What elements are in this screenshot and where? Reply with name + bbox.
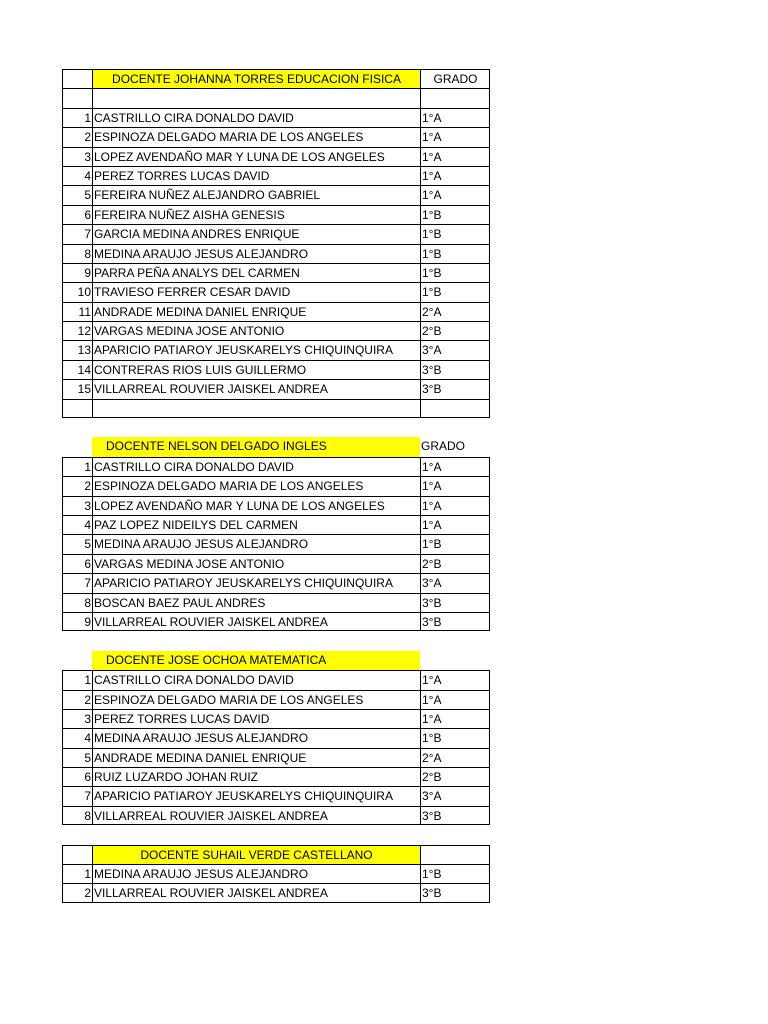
teacher-header[interactable]: DOCENTE JOHANNA TORRES EDUCACION FISICA <box>92 69 420 88</box>
table-row <box>62 573 490 592</box>
student-name[interactable]: ESPINOZA DELGADO MARIA DE LOS ANGELES <box>92 690 420 709</box>
row-number[interactable]: 5 <box>62 748 92 767</box>
row-number[interactable]: 7 <box>62 786 92 805</box>
row-number[interactable]: 4 <box>62 166 92 185</box>
student-name[interactable]: VILLARREAL ROUVIER JAISKEL ANDREA <box>92 612 420 631</box>
student-name[interactable]: CASTRILLO CIRA DONALDO DAVID <box>92 108 420 127</box>
row-number[interactable]: 6 <box>62 205 92 224</box>
student-grade[interactable]: 3°B <box>420 593 490 612</box>
blank-row <box>62 88 490 107</box>
table-row <box>62 224 490 243</box>
table-row <box>62 748 490 767</box>
row-number[interactable]: 13 <box>62 340 92 359</box>
grade-header[interactable]: GRADO <box>421 439 466 454</box>
row-number[interactable]: 4 <box>62 728 92 747</box>
grade-header[interactable]: GRADO <box>420 69 490 88</box>
table-row <box>62 302 490 321</box>
teacher-header[interactable]: DOCENTE JOSE OCHOA MATEMATICA <box>92 651 420 670</box>
student-name[interactable]: MEDINA ARAUJO JESUS ALEJANDRO <box>92 728 420 747</box>
student-name[interactable]: VARGAS MEDINA JOSE ANTONIO <box>92 554 420 573</box>
student-name[interactable]: ANDRADE MEDINA DANIEL ENRIQUE <box>92 302 420 321</box>
student-grade[interactable]: 3°A <box>420 786 490 805</box>
table-row <box>62 496 490 515</box>
student-grade[interactable]: 1°A <box>420 108 490 127</box>
student-grade[interactable]: 1°B <box>420 244 490 263</box>
student-name[interactable]: BOSCAN BAEZ PAUL ANDRES <box>92 593 420 612</box>
row-number[interactable]: 7 <box>62 573 92 592</box>
row-number[interactable]: 4 <box>62 515 92 534</box>
row-number[interactable]: 3 <box>62 147 92 166</box>
student-grade[interactable]: 1°A <box>420 185 490 204</box>
row-number[interactable]: 14 <box>62 360 92 379</box>
table-row <box>62 127 490 146</box>
empty-cell[interactable] <box>420 88 490 107</box>
student-grade[interactable]: 1°A <box>420 496 490 515</box>
student-name[interactable]: APARICIO PATIAROY JEUSKARELYS CHIQUINQUIRA <box>92 786 420 805</box>
table-row <box>62 709 490 728</box>
student-name[interactable]: ANDRADE MEDINA DANIEL ENRIQUE <box>92 748 420 767</box>
table-row <box>62 786 490 805</box>
row-number[interactable]: 8 <box>62 244 92 263</box>
row-number[interactable]: 1 <box>62 457 92 476</box>
student-name[interactable]: PARRA PEÑA ANALYS DEL CARMEN <box>92 263 420 282</box>
grade-header[interactable] <box>420 651 490 670</box>
table-row <box>62 321 490 340</box>
student-grade[interactable]: 1°B <box>420 282 490 301</box>
student-name[interactable]: RUIZ LUZARDO JOHAN RUIZ <box>92 767 420 786</box>
student-grade[interactable]: 1°A <box>420 166 490 185</box>
student-grade[interactable]: 1°A <box>420 147 490 166</box>
student-name[interactable]: VILLARREAL ROUVIER JAISKEL ANDREA <box>92 883 420 902</box>
row-number[interactable]: 9 <box>62 263 92 282</box>
student-grade[interactable]: 1°B <box>420 263 490 282</box>
empty-cell[interactable] <box>62 437 92 456</box>
student-name[interactable]: FEREIRA NUÑEZ AISHA GENESIS <box>92 205 420 224</box>
student-grade[interactable]: 1°A <box>420 515 490 534</box>
row-number[interactable]: 8 <box>62 593 92 612</box>
student-grade[interactable]: 1°A <box>420 690 490 709</box>
row-number[interactable]: 12 <box>62 321 92 340</box>
table-row <box>62 108 490 127</box>
student-name[interactable]: VARGAS MEDINA JOSE ANTONIO <box>92 321 420 340</box>
empty-cell[interactable] <box>420 399 490 418</box>
table-row <box>62 515 490 534</box>
student-grade[interactable]: 1°B <box>420 224 490 243</box>
table-row <box>62 554 490 573</box>
table-row <box>62 806 490 825</box>
table-row <box>62 864 490 883</box>
student-grade[interactable]: 3°B <box>420 806 490 825</box>
row-number[interactable]: 1 <box>62 670 92 689</box>
blank-row <box>62 399 490 418</box>
empty-cell[interactable] <box>62 651 92 670</box>
student-grade[interactable]: 2°A <box>420 748 490 767</box>
student-name[interactable]: PEREZ TORRES LUCAS DAVID <box>92 709 420 728</box>
grade-header[interactable] <box>420 845 490 864</box>
section-header-row <box>62 69 490 88</box>
student-grade[interactable]: 1°A <box>420 127 490 146</box>
row-number[interactable]: 9 <box>62 612 92 631</box>
student-name[interactable]: GARCIA MEDINA ANDRES ENRIQUE <box>92 224 420 243</box>
table-row <box>62 883 490 902</box>
row-number[interactable]: 7 <box>62 224 92 243</box>
student-grade[interactable]: 2°B <box>420 554 490 573</box>
student-grade[interactable]: 1°B <box>420 534 490 553</box>
table-row <box>62 670 490 689</box>
section-header-row <box>62 845 490 864</box>
student-grade[interactable]: 3°A <box>420 340 490 359</box>
student-grade[interactable]: 1°A <box>420 476 490 495</box>
student-name[interactable]: PAZ LOPEZ NIDEILYS DEL CARMEN <box>92 515 420 534</box>
table-row <box>62 767 490 786</box>
student-grade[interactable]: 2°A <box>420 302 490 321</box>
student-grade[interactable]: 1°A <box>420 670 490 689</box>
row-number[interactable]: 2 <box>62 476 92 495</box>
section-educacion-fisica <box>62 69 490 418</box>
table-row <box>62 690 490 709</box>
student-name[interactable]: LOPEZ AVENDAÑO MAR Y LUNA DE LOS ANGELES <box>92 147 420 166</box>
student-name[interactable]: CASTRILLO CIRA DONALDO DAVID <box>92 457 420 476</box>
student-name[interactable]: MEDINA ARAUJO JESUS ALEJANDRO <box>92 864 420 883</box>
table-row <box>62 205 490 224</box>
student-name[interactable]: ESPINOZA DELGADO MARIA DE LOS ANGELES <box>92 127 420 146</box>
empty-cell[interactable] <box>92 399 420 418</box>
student-grade[interactable]: 1°B <box>420 728 490 747</box>
student-name[interactable]: PEREZ TORRES LUCAS DAVID <box>92 166 420 185</box>
empty-cell[interactable] <box>62 88 92 107</box>
table-row <box>62 263 490 282</box>
table-row <box>62 244 490 263</box>
row-number[interactable]: 1 <box>62 864 92 883</box>
row-number[interactable]: 2 <box>62 690 92 709</box>
row-number[interactable]: 5 <box>62 534 92 553</box>
student-grade[interactable]: 3°B <box>420 612 490 631</box>
row-number[interactable]: 6 <box>62 767 92 786</box>
table-row <box>62 728 490 747</box>
row-number[interactable]: 3 <box>62 709 92 728</box>
student-grade[interactable]: 1°B <box>420 864 490 883</box>
student-grade[interactable]: 2°B <box>420 767 490 786</box>
section-ingles <box>62 437 490 631</box>
table-row <box>62 166 490 185</box>
table-row <box>62 147 490 166</box>
table-row <box>62 340 490 359</box>
student-name[interactable]: ESPINOZA DELGADO MARIA DE LOS ANGELES <box>92 476 420 495</box>
student-grade[interactable]: 2°B <box>420 321 490 340</box>
row-number[interactable]: 11 <box>62 302 92 321</box>
student-name[interactable]: MEDINA ARAUJO JESUS ALEJANDRO <box>92 244 420 263</box>
student-grade[interactable]: 3°B <box>420 379 490 398</box>
empty-cell[interactable] <box>62 845 92 864</box>
student-name[interactable]: VILLARREAL ROUVIER JAISKEL ANDREA <box>92 806 420 825</box>
student-grade[interactable]: 1°A <box>420 709 490 728</box>
empty-cell[interactable] <box>62 399 92 418</box>
student-name[interactable]: APARICIO PATIAROY JEUSKARELYS CHIQUINQUIRA <box>92 573 420 592</box>
student-name[interactable]: CASTRILLO CIRA DONALDO DAVID <box>92 670 420 689</box>
table-row <box>62 379 490 398</box>
student-name[interactable]: LOPEZ AVENDAÑO MAR Y LUNA DE LOS ANGELES <box>92 496 420 515</box>
table-row <box>62 457 490 476</box>
row-number[interactable]: 15 <box>62 379 92 398</box>
spreadsheet <box>62 69 490 903</box>
section-castellano <box>62 845 490 903</box>
section-matematica <box>62 651 490 826</box>
empty-cell[interactable] <box>92 88 420 107</box>
student-name[interactable]: FEREIRA NUÑEZ ALEJANDRO GABRIEL <box>92 185 420 204</box>
student-grade[interactable]: 3°A <box>420 573 490 592</box>
student-name[interactable]: CONTRERAS RIOS LUIS GUILLERMO <box>92 360 420 379</box>
student-grade[interactable]: 3°B <box>420 360 490 379</box>
table-row <box>62 534 490 553</box>
empty-cell[interactable] <box>62 69 92 88</box>
student-name[interactable]: APARICIO PATIAROY JEUSKARELYS CHIQUINQUIRA <box>92 340 420 359</box>
table-row <box>62 612 490 631</box>
row-number[interactable]: 10 <box>62 282 92 301</box>
student-grade[interactable]: 3°B <box>420 883 490 902</box>
row-number[interactable]: 5 <box>62 185 92 204</box>
table-row <box>62 360 490 379</box>
table-row <box>62 476 490 495</box>
table-row <box>62 282 490 301</box>
row-number[interactable]: 6 <box>62 554 92 573</box>
row-number[interactable]: 2 <box>62 127 92 146</box>
row-number[interactable]: 8 <box>62 806 92 825</box>
row-number[interactable]: 3 <box>62 496 92 515</box>
teacher-header[interactable]: DOCENTE NELSON DELGADO INGLES <box>92 437 420 456</box>
student-name[interactable]: VILLARREAL ROUVIER JAISKEL ANDREA <box>92 379 420 398</box>
student-name[interactable]: TRAVIESO FERRER CESAR DAVID <box>92 282 420 301</box>
student-grade[interactable]: 1°A <box>420 457 490 476</box>
student-grade[interactable]: 1°B <box>420 205 490 224</box>
teacher-header[interactable]: DOCENTE SUHAIL VERDE CASTELLANO <box>92 845 420 864</box>
table-row <box>62 593 490 612</box>
section-header-row <box>62 437 490 456</box>
table-row <box>62 185 490 204</box>
section-header-row <box>62 651 490 670</box>
student-name[interactable]: MEDINA ARAUJO JESUS ALEJANDRO <box>92 534 420 553</box>
row-number[interactable]: 1 <box>62 108 92 127</box>
row-number[interactable]: 2 <box>62 883 92 902</box>
